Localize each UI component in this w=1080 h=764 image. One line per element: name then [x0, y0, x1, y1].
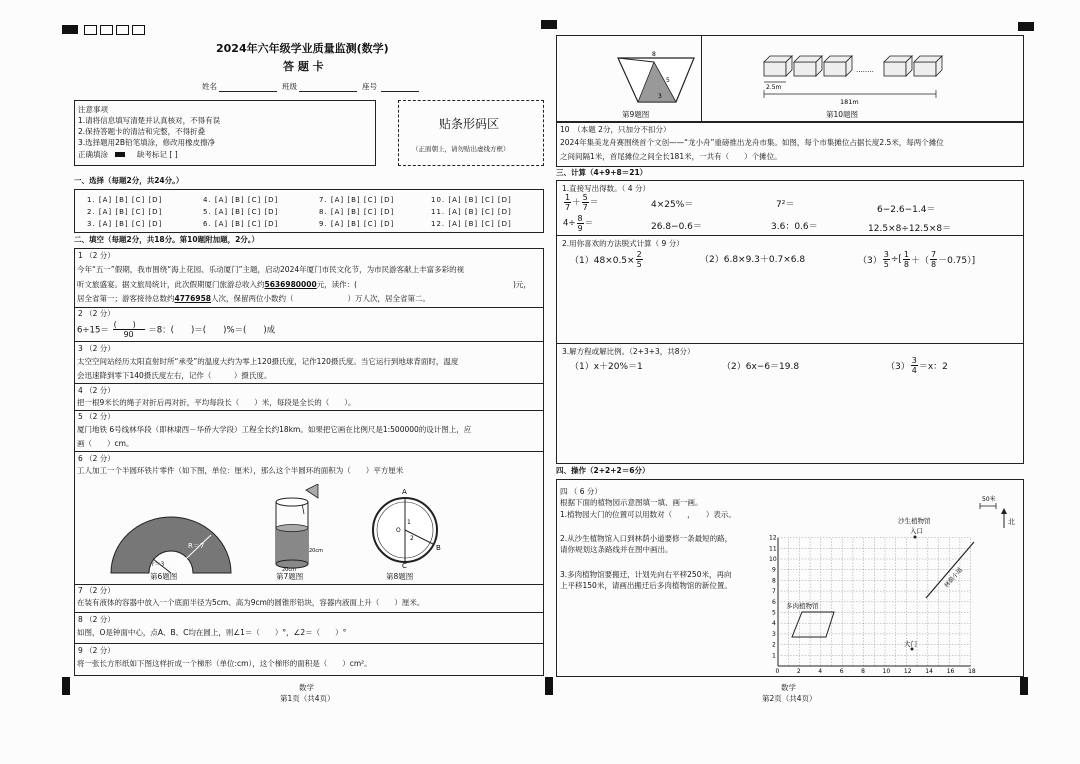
notice-line: 1.请将信息填写清楚并认真核对，不得有误 [78, 116, 221, 125]
divider [701, 35, 702, 121]
visitor-value: 4776958 [174, 294, 212, 303]
income-value: 5636980000 [264, 280, 317, 289]
calc-item[interactable]: 12.5×8÷12.5×8＝ [868, 224, 952, 234]
fraction-denominator: 90 [123, 330, 134, 339]
question-text: 画（ ）cm。 [77, 439, 134, 448]
choice-row[interactable]: 2. [A] [B] [C] [D] [87, 208, 163, 216]
name-label: 姓名 [202, 82, 217, 91]
question-text-part: ）万人次，居全省第二。 [347, 294, 431, 303]
succulent-pavilion-shape [792, 612, 834, 637]
divider [74, 451, 543, 452]
question-number: 四 （ 6 分） [560, 487, 602, 496]
angle-label: 2 [410, 535, 414, 542]
question-text: 会迅速降到零下140摄氏度左右，记作（ ）摄氏度。 [77, 371, 272, 380]
question-text: 厦门地铁 6号线林华段（即林埭西－华侨大学段）工程全长约18km。如果把它画在比例尺是1:500000的设计图上，应 [77, 425, 472, 434]
absent-label[interactable]: 缺考标记 [ ] [137, 150, 178, 159]
page-footer-subject: 数学 [299, 683, 314, 692]
calc-item[interactable]: （1）x＋20%＝1 [570, 362, 643, 372]
x-tick-label: 0 [775, 668, 780, 674]
divider [556, 235, 1023, 236]
filled-bubble-example [115, 152, 125, 157]
class-label: 班级 [282, 82, 297, 91]
choice-row[interactable]: 6. [A] [B] [C] [D] [203, 220, 279, 228]
fraction: $\frac{7}{8}$ [931, 250, 937, 269]
fraction: $\frac{1}{8}$ [903, 250, 909, 269]
choice-row[interactable]: 5. [A] [B] [C] [D] [203, 208, 279, 216]
ellipsis: ........ [856, 66, 874, 74]
q2-expression [77, 320, 275, 339]
figure-10-stalls [758, 50, 948, 104]
width-label: 20cm [282, 567, 296, 572]
question-text: 在装有液体的容器中放入一个底面半径为5cm、高为9cm的圆锥形铅块，容器内液面上升（ ）厘米。 [77, 598, 425, 607]
fraction: $\frac{3}{5}$ [883, 250, 889, 269]
section1-title: 一、选择（每题2分，共24分。） [74, 176, 184, 185]
tree-lined-path [926, 542, 974, 598]
subquestion-title: 2.用你喜欢的方法脱式计算（ 9 分） [562, 239, 684, 248]
registration-mark [100, 25, 113, 35]
point-label: B [436, 544, 441, 552]
question-text [77, 294, 430, 303]
registration-mark [1020, 677, 1028, 695]
length-label: 8 [652, 51, 656, 58]
y-tick-label: 6 [772, 598, 776, 606]
question-text: 如图，O是钟面中心，点A、B、C均在圆上，则∠1＝（ ）°，∠2＝（ ）° [77, 628, 347, 637]
question-text-part: 6÷15＝ [77, 325, 109, 336]
fraction: $\frac{3}{4}$ [911, 356, 917, 375]
calc-item[interactable]: （3） $\frac{3}{4}$ ＝x：2 [886, 356, 948, 375]
seat-field[interactable] [381, 91, 419, 92]
notice-title: 注意事项 [78, 105, 108, 114]
calc-item[interactable]: 6−2.6−1.4＝ [877, 205, 936, 215]
calc-item[interactable]: 7²＝ [776, 200, 795, 210]
figure-caption: 第6题图 [150, 572, 178, 581]
x-tick-label: 14 [925, 668, 933, 674]
question-number: 3 （2 分） [78, 344, 115, 353]
fraction: $\frac{5}{7}$ [582, 193, 588, 212]
choice-row[interactable]: 11. [A] [B] [C] [D] [431, 208, 512, 216]
question-number: 5 （2 分） [78, 412, 115, 421]
north-arrow-head-icon [1001, 508, 1007, 514]
north-label: 北 [1008, 518, 1015, 526]
question-text: 将一张长方形纸如下图这样折成一个梯形（单位:cm），这个梯形的面积是（ ）cm²。 [77, 659, 372, 668]
divider [74, 410, 543, 411]
figure-caption: 第7题图 [276, 572, 304, 581]
page-footer-number: 第2页（共4页） [762, 694, 817, 703]
path-label: 林荫小道 [943, 566, 964, 590]
point-label: A [402, 488, 407, 496]
succulent-pavilion-label: 多肉植物馆 [786, 602, 819, 610]
figure-caption: 第9题图 [622, 110, 650, 119]
question-number: 10 （本题 2分，只加分不扣分） [560, 125, 671, 134]
question-text-part: 听文旅盛宴。据文旅局统计，此次假期厦门旅游总收入约 [77, 280, 265, 289]
question-text: 1.植物园大门的位置可以用数对（ ， ）表示。 [560, 510, 736, 519]
page-subtitle: 答 题 卡 [283, 60, 324, 73]
calc-item[interactable]: （1）48×0.5× $\frac{2}{5}$ [570, 250, 642, 269]
subquestion-title: 3.解方程或解比例。（2+3+3，共8分） [562, 347, 695, 356]
calc-item[interactable]: 3.6：0.6＝ [771, 222, 818, 232]
fraction: $\frac{2}{5}$ [636, 250, 642, 269]
question-text-part: 元，读作：( [316, 280, 358, 289]
x-tick-label: 10 [882, 668, 891, 674]
x-axis-ticks [776, 668, 976, 674]
registration-mark [62, 25, 78, 34]
y-tick-label: 2 [772, 641, 776, 649]
x-tick-label: 2 [796, 668, 801, 674]
x-tick-label: 12 [903, 668, 912, 674]
x-tick-label: 8 [861, 668, 865, 674]
radius-label: r＝3 [152, 561, 165, 568]
y-tick-label: 8 [772, 577, 776, 585]
notice-line: 3.选择题用2B铅笔填涂，修改用橡皮擦净 [78, 138, 216, 147]
height-label: 20cm [309, 548, 323, 554]
choice-row[interactable]: 9. [A] [B] [C] [D] [319, 220, 395, 228]
section4-title: 四、操作（2+2+2＝6分） [556, 466, 650, 475]
class-field[interactable] [299, 91, 357, 92]
choice-row[interactable]: 12. [A] [B] [C] [D] [431, 220, 512, 228]
y-tick-label: 9 [772, 566, 776, 574]
angle-label: 1 [407, 519, 411, 526]
figure-caption: 第10题图 [826, 110, 859, 119]
divider [74, 383, 543, 384]
registration-mark [545, 677, 553, 695]
notice-box [74, 100, 376, 166]
fraction: $\frac{1}{7}$ [565, 193, 571, 212]
question-number: 2 （2 分） [78, 309, 115, 318]
botanical-garden-map[interactable] [764, 494, 1022, 674]
figure-7-container [268, 484, 328, 572]
question-text-part: ＝8：( )＝( )%＝( )成 [148, 325, 276, 336]
desert-pavilion-label: 沙生植物馆 [898, 517, 931, 525]
figure-caption: 第8题图 [386, 572, 414, 581]
length-label: 5 [666, 77, 670, 84]
y-tick-label: 3 [772, 630, 776, 638]
y-tick-label: 4 [772, 620, 776, 628]
choice-box [74, 189, 544, 233]
page-footer-number: 第1页（共4页） [280, 694, 335, 703]
page-footer-subject: 数学 [781, 683, 796, 692]
question-text: 上平移150米，请画出搬迁后多肉植物馆的新位置。 [560, 581, 732, 590]
gate-point [911, 648, 914, 651]
barcode-title: 贴条形码区 [439, 117, 500, 131]
fraction: $\frac{8}{9}$ [577, 214, 583, 233]
question-text-part: 居全省第一；游客接待总数约 [77, 294, 175, 303]
choice-row[interactable]: 7. [A] [B] [C] [D] [319, 196, 395, 204]
calc-item[interactable]: 4÷ $\frac{8}{9}$ ＝ [563, 214, 594, 233]
question-text: 2.从沙生植物馆入口到林荫小道要修一条最短的路， [560, 534, 733, 543]
choice-row[interactable]: 10. [A] [B] [C] [D] [431, 196, 512, 204]
divider [74, 584, 543, 585]
question-number: 9 （2 分） [78, 646, 115, 655]
notice-line: 2.保持答题卡的清洁和完整，不得折叠 [78, 127, 206, 136]
divider [74, 643, 543, 644]
registration-mark [132, 25, 145, 35]
choice-row[interactable]: 3. [A] [B] [C] [D] [87, 220, 163, 228]
calc-item[interactable]: （2）6x−6＝19.8 [722, 362, 800, 372]
question-text-part: 人次，保留两位小数约（ [211, 294, 294, 303]
question-number: 7 （2 分） [78, 586, 115, 595]
registration-mark [541, 20, 557, 29]
scale-label: 50米 [982, 496, 996, 503]
y-tick-label: 10 [769, 556, 777, 563]
example-label: 正确填涂 [78, 150, 108, 159]
question-text-part: )元， [513, 280, 531, 289]
question-number: 8 （2 分） [78, 615, 115, 624]
y-tick-label: 12 [769, 534, 777, 542]
registration-mark [84, 25, 97, 35]
figure-9-trapezoid [614, 48, 700, 104]
calc-item[interactable]: $\frac{1}{7}$ ＋ $\frac{5}{7}$ ＝ [565, 193, 599, 212]
registration-mark [1018, 22, 1034, 31]
x-tick-label: 6 [839, 668, 844, 674]
gate-label: 大门 [904, 640, 917, 648]
section3-title: 三、计算（4+9+8＝21） [556, 168, 648, 177]
calc-item[interactable]: 26.8−0.6＝ [651, 222, 702, 232]
point-label: O [396, 527, 401, 534]
length-label: 3 [658, 93, 662, 100]
barcode-hint: （正面朝上，请勿贴出虚线方框） [412, 145, 510, 153]
question-text: 今年“五一”假期，我市围绕“海上花园、乐动厦门”主题，启动2024年厦门市民文化节，为市民游客献上丰富多彩的视 [77, 265, 465, 274]
entrance-point [914, 536, 917, 539]
y-tick-label: 5 [772, 609, 776, 617]
page-title: 2024年六年级学业质量监测(数学) [216, 42, 389, 55]
question-text: 太空空间站经历太阳直射时所“承受”的温度大约为零上120摄氏度，记作120摄氏度。当它运行到地球背面时，温度 [77, 357, 459, 366]
divider [74, 341, 543, 342]
question-number: 4 （2 分） [78, 386, 115, 395]
question-text: 根据下面的植物园示意图填一填、画一画。 [560, 498, 703, 507]
divider [556, 343, 1023, 344]
entrance-label: 入口 [910, 527, 923, 535]
x-tick-label: 4 [818, 668, 823, 674]
y-tick-label: 7 [772, 588, 776, 596]
choice-row[interactable]: 8. [A] [B] [C] [D] [319, 208, 395, 216]
y-axis-ticks [769, 535, 777, 660]
y-tick-label: 1 [772, 652, 776, 660]
divider [74, 612, 543, 613]
length-label: 181m [840, 98, 859, 104]
section2-title: 二、填空（每题2分，共18分。第10题附加题，2分。） [74, 235, 260, 244]
divider [74, 307, 543, 308]
choice-row[interactable]: 1. [A] [B] [C] [D] [87, 196, 163, 204]
length-label: 2.5m [766, 84, 782, 91]
barcode-area [398, 100, 544, 166]
question-number: 6 （2 分） [78, 454, 115, 463]
question-text: 2024年集美龙舟赛围绕首个文创——“龙小舟”重磅推出龙舟市集。如图，每个市集摊位占据长度2.5米，每两个摊位 [560, 138, 944, 147]
calc-item[interactable]: （2）6.8×9.3＋0.7×6.8 [700, 255, 806, 265]
y-tick-label: 11 [769, 545, 777, 553]
seat-label: 座号 [362, 82, 377, 91]
question-text: 工人加工一个半圆环铁片零件（如下图，单位：厘米），那么这个半圆环的面积为（ ）平方厘米 [77, 466, 404, 475]
fraction[interactable]: $\frac{( )}{90}$ [113, 320, 145, 339]
name-field[interactable] [219, 91, 277, 92]
x-tick-label: 16 [946, 668, 955, 674]
question-text [77, 280, 357, 289]
figure-8-clock [368, 484, 444, 568]
calc-item[interactable]: 4×25%＝ [651, 200, 694, 210]
figure-6-semicircle-ring [108, 515, 234, 575]
registration-mark [116, 25, 129, 35]
question-text: 请你规划这条路线并在图中画出。 [560, 545, 673, 554]
choice-row[interactable]: 4. [A] [B] [C] [D] [203, 196, 279, 204]
calc-item[interactable]: （3） $\frac{3}{5}$ ÷[ $\frac{1}{8}$ ＋（ $\frac{7}{8}$ －0.75）] [858, 250, 976, 269]
question-text: 把一根9米长的绳子对折后再对折，平均每段长（ ）米，每段是全长的（ ）。 [77, 398, 356, 407]
point-label: C [402, 562, 407, 568]
x-tick-label: 18 [968, 668, 976, 674]
question-text: 3.多肉植物馆要搬迁，计划先向右平移250米，再向 [560, 570, 732, 579]
registration-mark [62, 677, 70, 695]
radius-label: R＝7 [188, 542, 205, 550]
subquestion-title: 1.直接写出得数。（ 4 分） [562, 184, 650, 193]
question-text: 之间间隔1米，首尾摊位之间全长181米，一共有（ ）个摊位。 [560, 152, 782, 161]
question-number: 1 （2 分） [78, 251, 115, 260]
